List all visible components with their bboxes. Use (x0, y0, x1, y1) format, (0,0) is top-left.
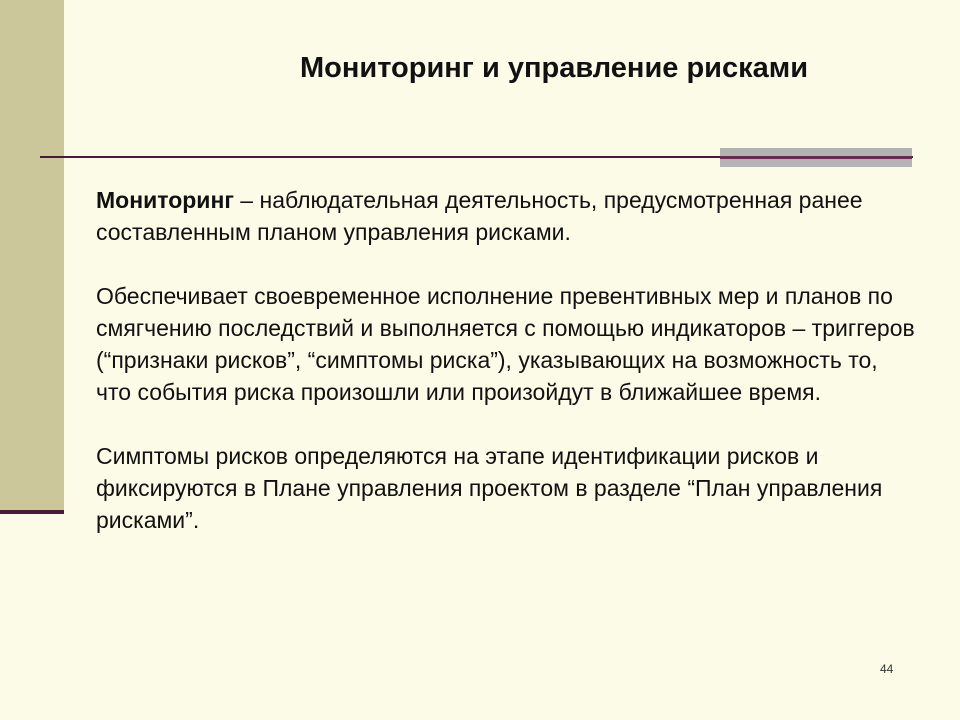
definition-paragraph (96, 184, 916, 248)
symptoms-paragraph: Симптомы рисков определяются на этапе идентификации рисков и фиксируются в Плане управления проектом в разделе “План управления рисками”. (96, 443, 883, 533)
slide-title: Мониторинг и управление рисками (300, 52, 809, 84)
purpose-paragraph: Обеспечивает своевременное исполнение превентивных мер и планов по смягчению последствий и выполняется с помощью индикаторов – триггеров (“признаки рисков”, “симптомы риска”), указывающих на возможность то, что события риска произошли или произойдут в ближайшее время. (96, 283, 915, 405)
left-decorative-bar (0, 0, 64, 512)
definition-term: Мониторинг (96, 187, 234, 213)
page-number: 44 (880, 662, 894, 676)
slide-body (96, 184, 916, 568)
definition-text: – наблюдательная деятельность, предусмотренная ранее составленным планом управления рисками. (96, 187, 863, 245)
left-bar-underline (0, 510, 64, 514)
title-accent-line (720, 156, 912, 159)
